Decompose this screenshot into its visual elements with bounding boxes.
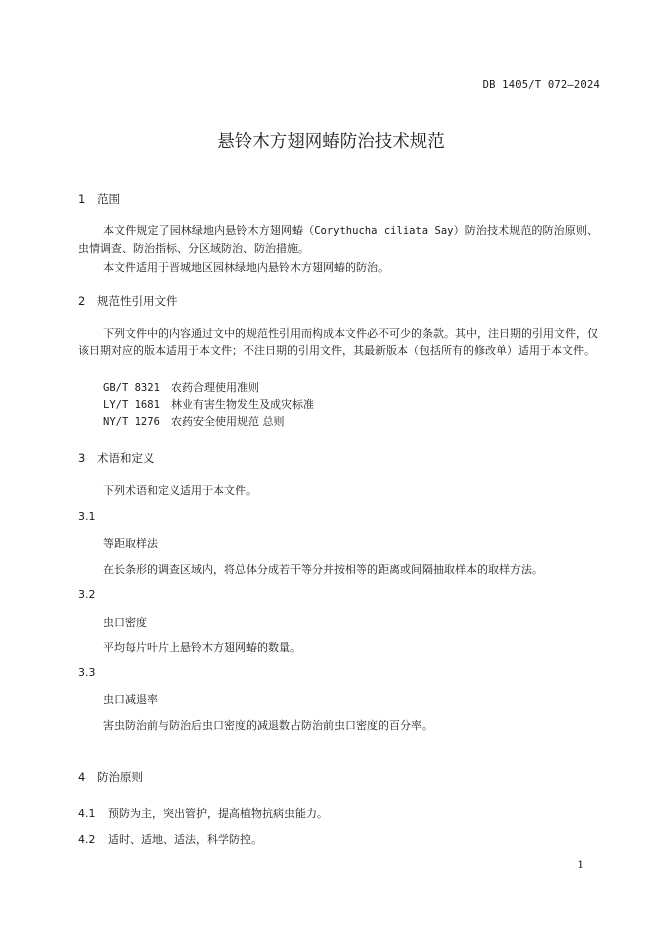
clause-text: 预防为主，突出管护，提高植物抗病虫能力。 bbox=[108, 807, 328, 820]
document-number: DB 1405/T 072—2024 bbox=[482, 79, 600, 91]
reference-code: NY/T 1276 bbox=[103, 416, 160, 428]
section-2-heading bbox=[78, 293, 178, 309]
term-name: 虫口减退率 bbox=[103, 693, 158, 706]
page-number: 1 bbox=[577, 859, 584, 871]
term-number: 3.2 bbox=[78, 588, 96, 601]
section-number: 1 bbox=[78, 192, 86, 206]
section-title: 范围 bbox=[97, 192, 120, 206]
section-1-paragraph-1 bbox=[78, 222, 598, 257]
section-3-heading bbox=[78, 450, 155, 466]
section-1-heading bbox=[78, 191, 120, 207]
reference-item bbox=[103, 413, 285, 429]
section-1-paragraph-2: 本文件适用于晋城地区园林绿地内悬铃木方翅网蝽的防治。 bbox=[103, 261, 389, 274]
reference-title: 林业有害生物发生及成灾标准 bbox=[171, 398, 314, 411]
clause-number: 4.1 bbox=[78, 807, 96, 820]
section-2-paragraph: 下列文件中的内容通过文中的规范性引用而构成本文件必不可少的条款。其中，注日期的引用文件，仅该日期对应的版本适用于本文件；不注日期的引用文件，其最新版本（包括所有的修改单）适用于本文件。 bbox=[78, 327, 598, 357]
clause-text: 适时、适地、适法，科学防控。 bbox=[108, 833, 262, 846]
section-4-heading bbox=[78, 769, 143, 785]
section-title: 防治原则 bbox=[97, 770, 143, 784]
term-number: 3.1 bbox=[78, 510, 96, 523]
reference-code: LY/T 1681 bbox=[103, 399, 160, 411]
term-number: 3.3 bbox=[78, 666, 96, 679]
text-segment: ）防治技术规范的防治原则、虫情调查、防治指标、分区域防治、防治措施。 bbox=[78, 224, 599, 255]
section-title: 术语和定义 bbox=[97, 451, 155, 465]
section-3-intro: 下列术语和定义适用于本文件。 bbox=[103, 484, 257, 497]
clause-item bbox=[78, 831, 262, 847]
clause-item bbox=[78, 805, 328, 821]
section-number: 2 bbox=[78, 294, 86, 308]
document-title: 悬铃木方翅网蝽防治技术规范 bbox=[217, 132, 445, 152]
reference-code: GB/T 8321 bbox=[103, 382, 160, 394]
section-number: 3 bbox=[78, 451, 86, 465]
term-definition: 害虫防治前与防治后虫口密度的减退数占防治前虫口密度的百分率。 bbox=[103, 719, 433, 732]
term-name: 虫口密度 bbox=[103, 616, 147, 629]
reference-item bbox=[103, 396, 314, 412]
reference-title: 农药安全使用规范 总则 bbox=[171, 415, 285, 428]
text-segment: 本文件规定了园林绿地内悬铃木方翅网蝽（ bbox=[103, 224, 315, 237]
section-number: 4 bbox=[78, 770, 86, 784]
term-definition: 平均每片叶片上悬铃木方翅网蝽的数量。 bbox=[103, 641, 301, 654]
section-title: 规范性引用文件 bbox=[97, 294, 178, 308]
latin-name: Corythucha ciliata Say bbox=[314, 225, 454, 237]
clause-number: 4.2 bbox=[78, 833, 96, 846]
reference-title: 农药合理使用准则 bbox=[171, 381, 259, 394]
reference-item bbox=[103, 379, 259, 395]
term-name: 等距取样法 bbox=[103, 537, 158, 550]
term-definition: 在长条形的调查区域内，将总体分成若干等分并按相等的距离或间隔抽取样本的取样方法。 bbox=[103, 563, 543, 576]
